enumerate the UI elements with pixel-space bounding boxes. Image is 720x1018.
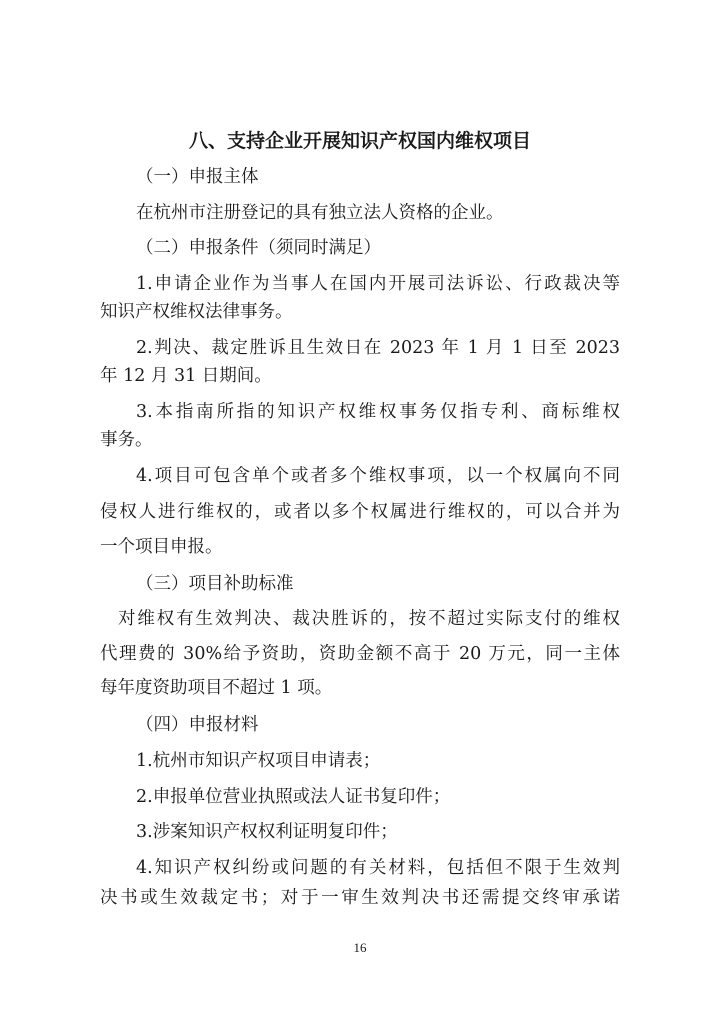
material-4-line-2: 决书或生效裁定书；对于一审生效判决书还需提交终审承诺	[100, 888, 620, 908]
section-heading-materials: （四）申报材料	[136, 715, 259, 735]
condition-2-line-2: 年 12 月 31 日期间。	[100, 366, 272, 386]
subsidy-line-1: 对维权有生效判决、裁决胜诉的，按不超过实际支付的维权	[118, 609, 620, 629]
applicant-text: 在杭州市注册登记的具有独立法人资格的企业。	[136, 203, 504, 223]
condition-3-line-1: 3.本指南所指的知识产权维权事务仅指专利、商标维权	[136, 402, 620, 422]
condition-1-line-2: 知识产权维权法律事务。	[100, 302, 293, 322]
material-4-line-1: 4.知识产权纠纷或问题的有关材料，包括但不限于生效判	[136, 858, 620, 878]
section-heading-conditions: （二）申报条件（须同时满足）	[136, 238, 381, 258]
material-2: 2.申报单位营业执照或法人证书复印件；	[136, 787, 451, 807]
material-1: 1.杭州市知识产权项目申请表；	[136, 751, 381, 771]
condition-4-line-2: 侵权人进行维权的，或者以多个权属进行维权的，可以合并为	[100, 502, 620, 522]
material-3: 3.涉案知识产权权利证明复印件；	[136, 822, 398, 842]
subsidy-line-2: 代理费的 30%给予资助，资助金额不高于 20 万元，同一主体	[100, 644, 620, 664]
section-heading-applicant: （一）申报主体	[136, 167, 259, 187]
condition-2-line-1: 2.判决、裁定胜诉且生效日在 2023 年 1 月 1 日至 2023	[136, 338, 620, 358]
condition-4-line-3: 一个项目申报。	[100, 537, 223, 557]
page-title: 八、支持企业开展知识产权国内维权项目	[188, 130, 531, 152]
subsidy-line-3: 每年度资助项目不超过 1 项。	[100, 678, 333, 698]
condition-1-line-1: 1.申请企业作为当事人在国内开展司法诉讼、行政裁决等	[136, 274, 620, 294]
section-heading-subsidy: （三）项目补助标准	[136, 574, 294, 594]
condition-4-line-1: 4.项目可包含单个或者多个维权事项，以一个权属向不同	[136, 466, 620, 486]
page-number: 16	[353, 940, 367, 955]
condition-3-line-2: 事务。	[100, 430, 153, 450]
